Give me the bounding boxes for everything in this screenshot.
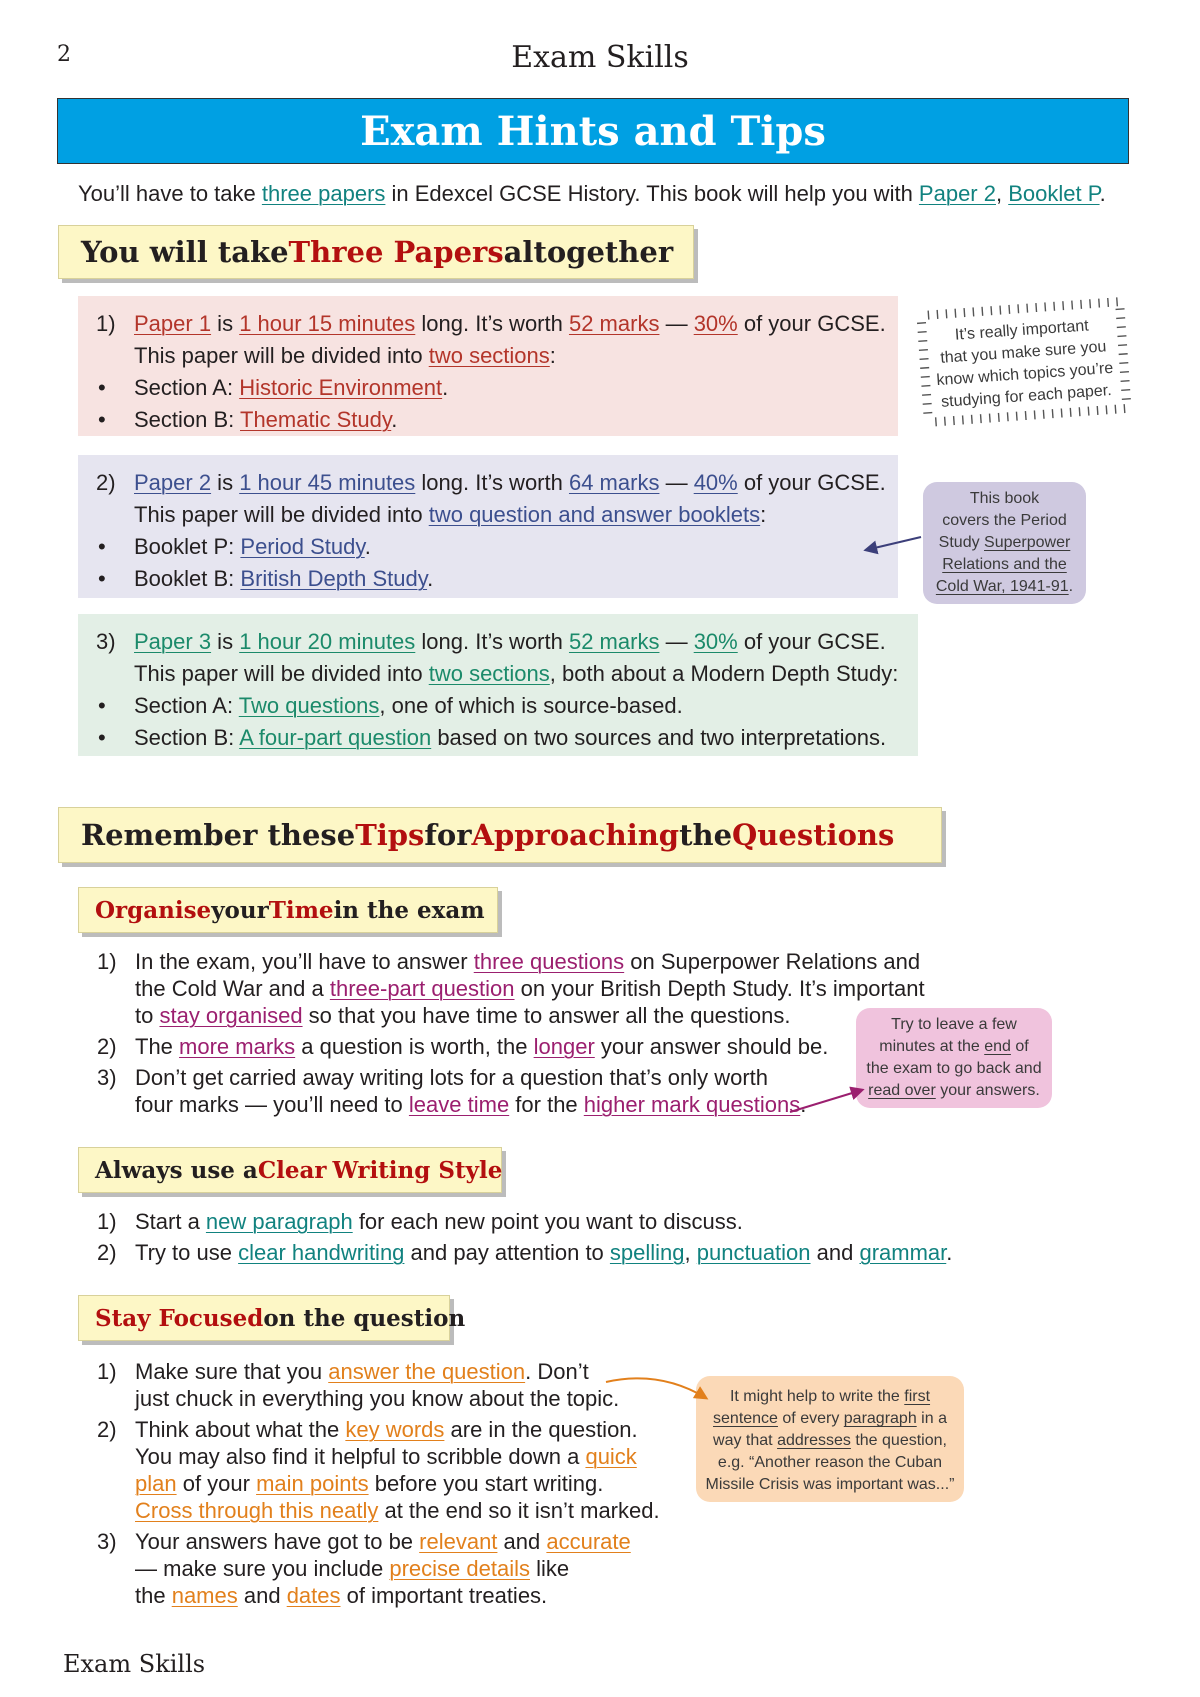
list-number: 1) xyxy=(97,949,117,974)
list-item-line xyxy=(97,975,957,1002)
list-item xyxy=(97,1064,957,1091)
section-heading-tips xyxy=(58,807,942,863)
section-name: Period Study xyxy=(240,534,365,559)
note-text: of xyxy=(1010,1038,1029,1055)
page-title: Exam Hints and Tips xyxy=(57,98,1129,164)
paper-1-line-1 xyxy=(96,310,886,338)
list-number: 3) xyxy=(97,1065,117,1090)
text: long. It’s worth xyxy=(415,629,569,654)
text: long. It’s worth xyxy=(415,470,569,495)
list-number: 2) xyxy=(97,1240,117,1265)
paper-2-bullet-1 xyxy=(96,533,878,561)
paper-3-box xyxy=(78,614,918,756)
note-line xyxy=(856,1036,1052,1058)
text: . xyxy=(442,375,449,400)
key-term: leave time xyxy=(408,1092,510,1117)
page-number: 2 xyxy=(57,42,71,67)
bullet-icon: • xyxy=(98,566,106,591)
list-item xyxy=(97,1528,697,1555)
text: , xyxy=(684,1240,697,1265)
list-item-line xyxy=(97,1497,697,1524)
paper-marks: 52 marks xyxy=(568,311,660,336)
text: and xyxy=(497,1529,547,1554)
text: : xyxy=(760,502,767,527)
paper-1-line-2 xyxy=(96,342,878,370)
heading-highlight: Clear xyxy=(257,1156,327,1184)
list-item xyxy=(97,1208,1057,1235)
note-booklet xyxy=(923,482,1086,604)
paper-percent: 30% xyxy=(693,311,738,336)
text: for the xyxy=(509,1092,584,1117)
note-line: that you make sure you xyxy=(939,338,1107,367)
heading-highlight: Organise xyxy=(95,896,212,924)
note-time xyxy=(856,1008,1052,1108)
text: Try to use xyxy=(135,1240,239,1265)
intro-link-booklet-p: Booklet P xyxy=(1008,181,1100,206)
text: of your xyxy=(176,1471,257,1496)
list-item xyxy=(97,1358,697,1385)
paper-duration: 1 hour 20 minutes xyxy=(239,629,416,654)
paper-1-box xyxy=(78,296,898,436)
text: at the end so it isn’t marked. xyxy=(378,1498,660,1523)
list-item xyxy=(97,1239,1057,1266)
text: . xyxy=(364,534,371,559)
paper-sections: two sections xyxy=(428,343,550,368)
text: before you start writing. xyxy=(368,1471,604,1496)
list-number: 3) xyxy=(96,629,116,654)
note-text: your answers. xyxy=(935,1082,1040,1099)
heading-text: the xyxy=(679,818,733,852)
list-item-line xyxy=(97,1470,697,1497)
text: on your British Depth Study. It’s important xyxy=(514,976,925,1001)
key-term: names xyxy=(171,1583,238,1608)
key-term: plan xyxy=(135,1471,177,1496)
intro-link-three-papers: three papers xyxy=(261,181,386,206)
key-term: grammar xyxy=(859,1240,947,1265)
note-line: covers the Period xyxy=(942,512,1067,529)
text: In the exam, you’ll have to answer xyxy=(135,949,474,974)
list-item-line xyxy=(97,1555,697,1582)
text: is xyxy=(211,470,240,495)
text: — xyxy=(659,629,694,654)
paper-2-line-2 xyxy=(96,501,878,529)
note-text: way that xyxy=(713,1432,778,1449)
text: based on two sources and two interpretations. xyxy=(431,725,887,750)
subheading-writing-style xyxy=(78,1147,502,1193)
key-term: longer xyxy=(533,1034,595,1059)
key-term: three-part question xyxy=(329,976,515,1001)
note-text: minutes at the xyxy=(879,1038,985,1055)
list-number: 2) xyxy=(97,1034,117,1059)
text: . xyxy=(946,1240,953,1265)
intro-link-paper-2: Paper 2 xyxy=(918,181,996,206)
running-header: Exam Skills xyxy=(511,40,689,75)
text: Don’t get carried away writing lots for a question that’s only worth xyxy=(135,1065,769,1090)
text: so that you have time to answer all the questions. xyxy=(302,1003,791,1028)
note-line: know which topics you’re xyxy=(936,359,1114,390)
list-item xyxy=(97,1033,957,1060)
note-line: Relations and the xyxy=(942,556,1067,573)
note-text: the question, xyxy=(850,1432,947,1449)
list-item-line xyxy=(97,1002,957,1029)
text: Make sure that you xyxy=(135,1359,329,1384)
paper-marks: 52 marks xyxy=(568,629,660,654)
section-name: Two questions xyxy=(238,693,380,718)
text: the Cold War and a xyxy=(135,976,330,1001)
bullet-icon: • xyxy=(98,375,106,400)
note-underlined: Superpower xyxy=(984,534,1071,551)
note-underlined: addresses xyxy=(777,1432,851,1449)
note-underlined: paragraph xyxy=(843,1410,917,1427)
text: of important treaties. xyxy=(340,1583,548,1608)
note-text: It might help to write the xyxy=(729,1388,905,1405)
style-tips-list xyxy=(97,1208,1057,1266)
heading-highlight: Time xyxy=(268,896,334,924)
key-term: punctuation xyxy=(696,1240,811,1265)
intro-text: , xyxy=(995,181,1009,206)
paper-2-bullet-2 xyxy=(96,565,878,593)
section-name: Historic Environment xyxy=(239,375,443,400)
text: on Superpower Relations and xyxy=(624,949,921,974)
note-underlined: first xyxy=(904,1388,931,1405)
key-term: dates xyxy=(286,1583,341,1608)
note-text: in a xyxy=(916,1410,947,1427)
footer-label: Exam Skills xyxy=(63,1650,206,1678)
time-tips-list xyxy=(97,948,957,1118)
note-line xyxy=(923,532,1086,554)
note-underlined: read over xyxy=(868,1082,936,1099)
heading-highlight: Writing Style xyxy=(332,1156,503,1184)
text: You may also find it helpful to scribble down a xyxy=(135,1444,586,1469)
key-term: accurate xyxy=(546,1529,631,1554)
text: are in the question. xyxy=(444,1417,638,1442)
text: of your GCSE. xyxy=(737,311,886,336)
key-term: Cross through this neatly xyxy=(135,1498,379,1523)
bullet-icon: • xyxy=(98,725,106,750)
note-text: . xyxy=(1068,578,1074,595)
text: Section A: xyxy=(134,693,239,718)
note-line xyxy=(696,1386,964,1408)
paper-2-line-1 xyxy=(96,469,886,497)
text: and xyxy=(237,1583,287,1608)
focus-tips-list xyxy=(97,1358,697,1609)
list-number: 2) xyxy=(97,1417,117,1442)
note-underlined: end xyxy=(984,1038,1011,1055)
text: long. It’s worth xyxy=(415,311,569,336)
heading-highlight: Approaching xyxy=(471,818,680,852)
note-line: the exam to go back and xyxy=(866,1060,1042,1077)
intro-text: You’ll have to take xyxy=(78,181,262,206)
paper-sections: two question and answer booklets xyxy=(428,502,761,527)
intro-paragraph xyxy=(78,176,1106,212)
paper-3-bullet-1 xyxy=(96,692,898,720)
text: This paper will be divided into xyxy=(134,661,429,686)
bullet-icon: • xyxy=(98,693,106,718)
note-line: studying for each paper. xyxy=(940,381,1113,411)
text: . Don’t xyxy=(525,1359,589,1384)
subheading-organise-time xyxy=(78,887,498,933)
key-term: precise details xyxy=(389,1556,530,1581)
paper-name: Paper 3 xyxy=(134,629,212,654)
paper-sections: two sections xyxy=(428,661,550,686)
heading-text: Always use a xyxy=(95,1156,258,1184)
text: , one of which is source-based. xyxy=(379,693,683,718)
text: , both about a Modern Depth Study: xyxy=(549,661,899,686)
text: to xyxy=(135,1003,160,1028)
paper-3-line-2 xyxy=(96,660,898,688)
intro-text: . xyxy=(1099,181,1106,206)
text: a question is worth, the xyxy=(295,1034,534,1059)
list-number: 3) xyxy=(97,1529,117,1554)
text: . xyxy=(800,1092,807,1117)
text: — make sure you include xyxy=(135,1556,390,1581)
text: like xyxy=(529,1556,570,1581)
text: of your GCSE. xyxy=(737,470,886,495)
text: . xyxy=(391,407,398,432)
note-line xyxy=(696,1408,964,1430)
intro-text: in Edexcel GCSE History. This book will help you with xyxy=(385,181,919,206)
paper-3-bullet-2 xyxy=(96,724,898,752)
key-term: clear handwriting xyxy=(238,1240,405,1265)
text: four marks — you’ll need to xyxy=(135,1092,409,1117)
list-number: 1) xyxy=(97,1209,117,1234)
note-text: Study xyxy=(938,534,985,551)
heading-text: on the question xyxy=(263,1304,466,1332)
heading-highlight: Three Papers xyxy=(288,235,504,269)
text: — xyxy=(659,311,694,336)
heading-text: You will take xyxy=(81,235,289,269)
note-underlined: sentence xyxy=(713,1410,778,1427)
heading-text: altogether xyxy=(503,235,674,269)
text: : xyxy=(549,343,556,368)
text: Start a xyxy=(135,1209,206,1234)
key-term: answer the question xyxy=(328,1359,526,1384)
key-term: relevant xyxy=(419,1529,498,1554)
note-line: It’s really important xyxy=(954,317,1090,344)
key-term: stay organised xyxy=(159,1003,303,1028)
note-line xyxy=(923,576,1086,598)
paper-1-bullet-1 xyxy=(96,374,878,402)
heading-text: your xyxy=(211,896,269,924)
section-name: British Depth Study xyxy=(240,566,428,591)
text: of your GCSE. xyxy=(737,629,886,654)
bullet-icon: • xyxy=(98,407,106,432)
section-heading-three-papers xyxy=(58,225,694,279)
key-term: new paragraph xyxy=(205,1209,353,1234)
key-term: three questions xyxy=(473,949,625,974)
heading-highlight: Stay Focused xyxy=(95,1304,264,1332)
note-line: e.g. “Another reason the Cuban xyxy=(717,1454,943,1471)
list-item-line xyxy=(97,1443,697,1470)
key-term: spelling xyxy=(609,1240,685,1265)
text: your answer should be. xyxy=(594,1034,829,1059)
text: Think about what the xyxy=(135,1417,346,1442)
list-number: 1) xyxy=(96,311,116,336)
note-line xyxy=(856,1080,1052,1102)
text: The xyxy=(135,1034,180,1059)
note-focus xyxy=(696,1376,964,1502)
heading-text: Remember these xyxy=(81,818,356,852)
key-term: more marks xyxy=(179,1034,296,1059)
text: is xyxy=(211,311,240,336)
section-name: A four-part question xyxy=(239,725,432,750)
list-number: 2) xyxy=(96,470,116,495)
text: and pay attention to xyxy=(404,1240,610,1265)
paper-percent: 40% xyxy=(693,470,738,495)
note-important xyxy=(914,295,1134,429)
section-name: Thematic Study xyxy=(240,407,392,432)
list-item xyxy=(97,948,957,975)
paper-marks: 64 marks xyxy=(568,470,660,495)
paper-name: Paper 2 xyxy=(134,470,212,495)
note-line: This book xyxy=(969,490,1040,507)
text: for each new point you want to discuss. xyxy=(352,1209,743,1234)
heading-highlight: Questions xyxy=(732,818,895,852)
list-item-line xyxy=(97,1385,697,1412)
note-text: of every xyxy=(777,1410,844,1427)
list-number: 1) xyxy=(97,1359,117,1384)
paper-duration: 1 hour 45 minutes xyxy=(239,470,416,495)
paper-2-box xyxy=(78,455,898,598)
paper-name: Paper 1 xyxy=(134,311,212,336)
list-item-line xyxy=(97,1091,957,1118)
list-item-line xyxy=(97,1582,697,1609)
key-term: key words xyxy=(345,1417,445,1442)
text: This paper will be divided into xyxy=(134,343,429,368)
text: Booklet B: xyxy=(134,566,241,591)
text: Section A: xyxy=(134,375,240,400)
paper-percent: 30% xyxy=(693,629,738,654)
text: Booklet P: xyxy=(134,534,241,559)
heading-highlight: Tips xyxy=(355,818,425,852)
heading-text: in the exam xyxy=(333,896,485,924)
note-line xyxy=(696,1430,964,1452)
key-term: main points xyxy=(256,1471,369,1496)
text: Section B: xyxy=(134,725,240,750)
list-item xyxy=(97,1416,697,1443)
text: This paper will be divided into xyxy=(134,502,429,527)
note-underlined: Cold War, 1941-91 xyxy=(935,578,1069,595)
text: just chuck in everything you know about the topic. xyxy=(135,1386,620,1411)
text: is xyxy=(211,629,240,654)
paper-1-bullet-2 xyxy=(96,406,878,434)
text: . xyxy=(427,566,434,591)
note-line: Missile Crisis was important was...” xyxy=(705,1476,955,1493)
text: the xyxy=(135,1583,172,1608)
text: Section B: xyxy=(134,407,240,432)
paper-3-line-1 xyxy=(96,628,898,656)
note-line: Try to leave a few xyxy=(891,1016,1017,1033)
key-term: higher mark questions xyxy=(583,1092,801,1117)
subheading-stay-focused xyxy=(78,1295,466,1341)
text: and xyxy=(810,1240,860,1265)
paper-duration: 1 hour 15 minutes xyxy=(239,311,416,336)
heading-text: for xyxy=(424,818,472,852)
bullet-icon: • xyxy=(98,534,106,559)
text: Your answers have got to be xyxy=(135,1529,420,1554)
key-term: quick xyxy=(585,1444,637,1469)
text: — xyxy=(659,470,694,495)
